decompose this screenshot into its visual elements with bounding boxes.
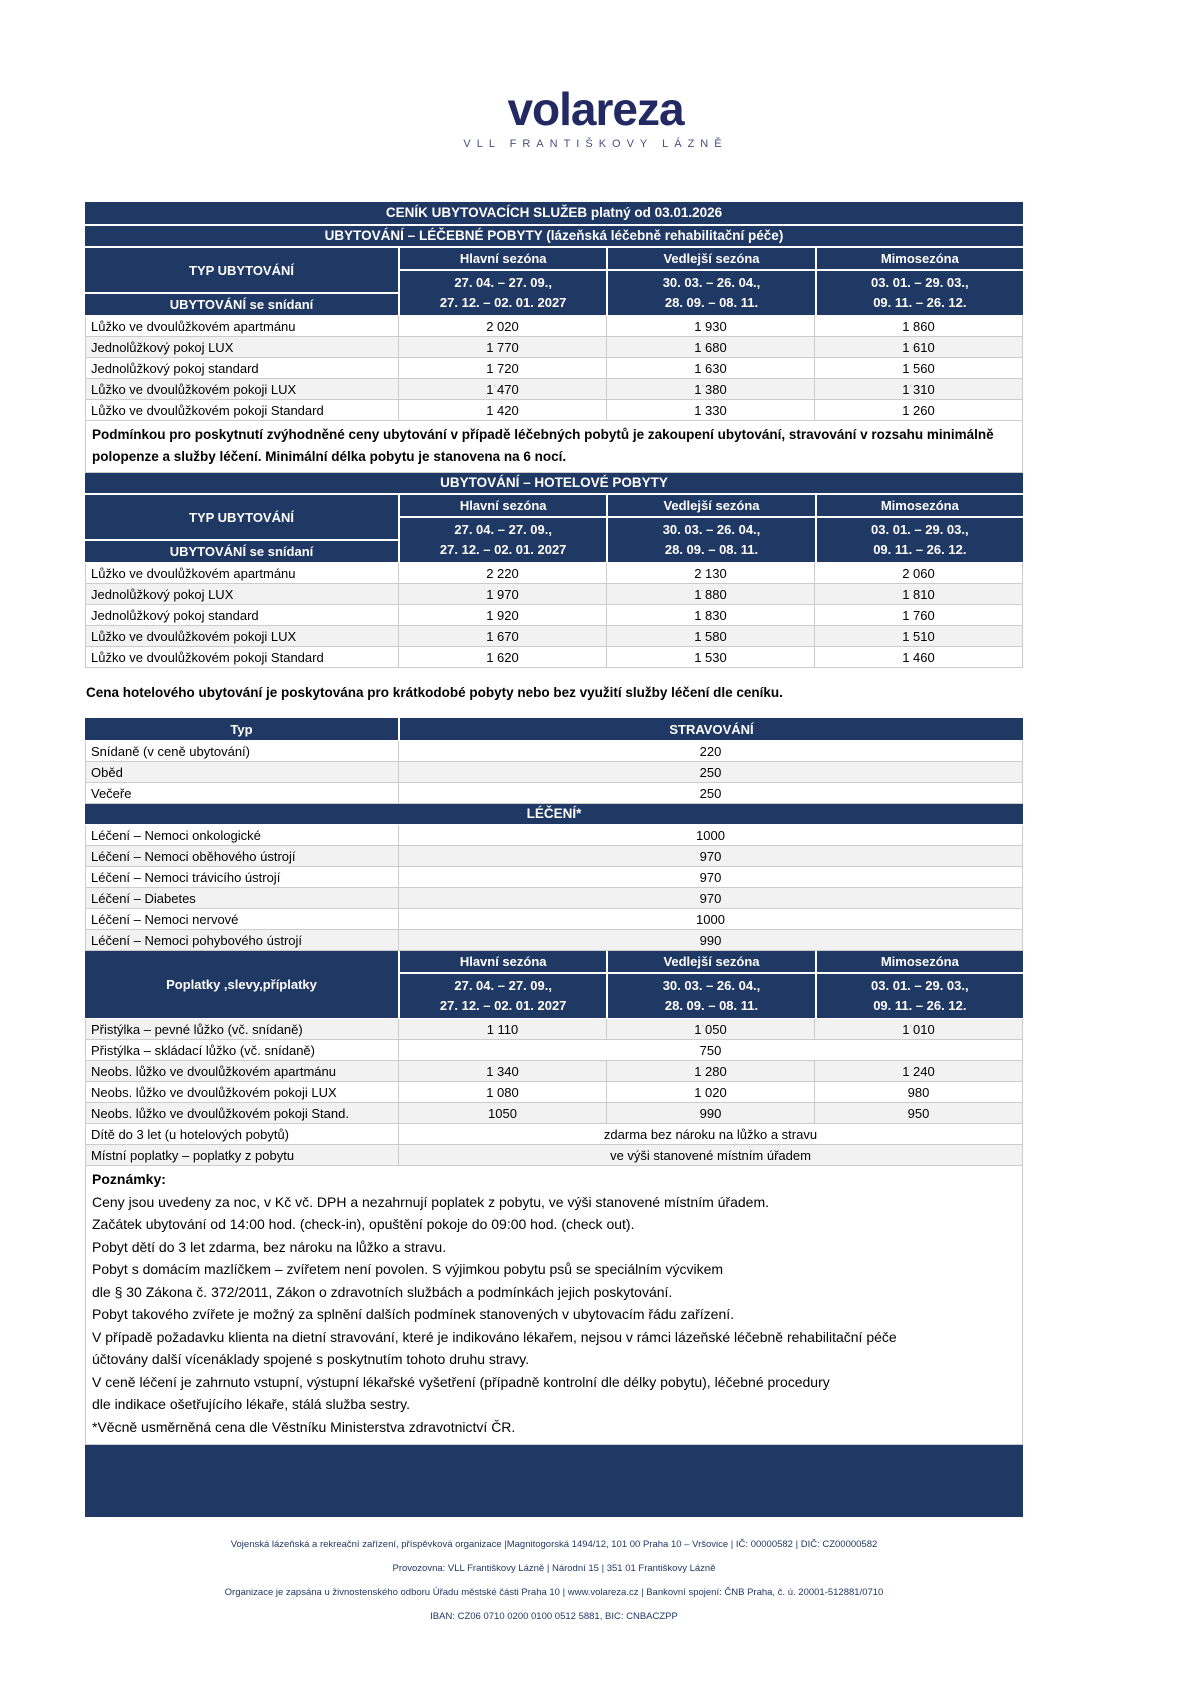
price-cell: 1 620	[399, 647, 607, 668]
row-label: Léčení – Nemoci pohybového ústrojí	[86, 930, 399, 951]
row-label: Lůžko ve dvoulůžkovém pokoji LUX	[86, 379, 399, 400]
table-row	[86, 1019, 1023, 1040]
poplatky-season-header	[85, 951, 1023, 1018]
row-label: Lůžko ve dvoulůžkovém apartmánu	[86, 563, 399, 584]
price-cell: 1 340	[399, 1061, 607, 1082]
stravovani-table	[85, 741, 1023, 804]
price-cell: 950	[815, 1103, 1023, 1124]
table-row	[86, 1061, 1023, 1082]
document-content	[85, 202, 1023, 1629]
price-cell: 1 580	[607, 626, 815, 647]
price-cell: 250	[399, 762, 1023, 783]
footer-line: Provozovna: VLL Františkovy Lázně | Národní 15 | 351 01 Františkovy Lázně	[392, 1563, 716, 1574]
leceni-table	[85, 825, 1023, 951]
price-cell: 1 760	[815, 605, 1023, 626]
season-date-line: 03. 01. – 29. 03.,	[871, 522, 969, 537]
season-date-line: 28. 09. – 08. 11.	[664, 998, 759, 1013]
row-label: Léčení – Nemoci nervové	[86, 909, 399, 930]
season-date-line: 30. 03. – 26. 04.,	[662, 978, 761, 993]
poznamky-line: V ceně léčení je zahrnuto vstupní, výstupní lékařské vyšetření (případně kontrolní dle délky pobytu), léčebné procedury	[92, 1373, 830, 1390]
row-label: Neobs. lůžko ve dvoulůžkovém pokoji LUX	[86, 1082, 399, 1103]
stravovani-header	[85, 718, 1023, 740]
season-dates	[400, 974, 606, 1018]
poznamky-line: *Věcně usměrněná cena dle Věstníku Ministerstva zdravotnictví ČR.	[92, 1418, 516, 1435]
footer	[85, 1533, 1023, 1629]
price-cell: 1 770	[399, 337, 607, 358]
row-label: Snídaně (v ceně ubytování)	[86, 741, 399, 762]
price-cell: 1 050	[607, 1019, 815, 1040]
section-hotelove-title-bar: UBYTOVÁNÍ – HOTELOVÉ POBYTY	[85, 473, 1023, 493]
season-date-line: 27. 04. – 27. 09.,	[454, 522, 552, 537]
price-cell: 1 610	[815, 337, 1023, 358]
bottom-navy-bar	[85, 1445, 1023, 1517]
season-dates	[608, 518, 814, 562]
price-cell: 990	[399, 930, 1023, 951]
season-header-left	[85, 495, 398, 562]
price-cell: 1 530	[607, 647, 815, 668]
season-date-line: 28. 09. – 08. 11.	[664, 542, 759, 557]
row-label: Léčení – Nemoci oběhového ústrojí	[86, 846, 399, 867]
season-date-line: 03. 01. – 29. 03.,	[871, 978, 969, 993]
table-row	[86, 762, 1023, 783]
column-header-typ: Poplatky ,slevy,příplatky	[85, 951, 398, 1018]
price-cell: 1 010	[815, 1019, 1023, 1040]
row-label: Lůžko ve dvoulůžkovém pokoji Standard	[86, 647, 399, 668]
price-cell: 1 260	[815, 400, 1023, 421]
price-cell: 1 970	[399, 584, 607, 605]
season-date-line: 09. 11. – 26. 12.	[873, 998, 967, 1013]
column-header-sub: UBYTOVÁNÍ se snídaní	[85, 541, 398, 562]
price-cell: 1 380	[607, 379, 815, 400]
season-name: Mimosezóna	[817, 495, 1023, 516]
table-row	[86, 867, 1023, 888]
price-cell: 1 630	[607, 358, 815, 379]
note-line: Podmínkou pro poskytnutí zvýhodněné ceny ubytování v případě léčebných pobytů je zakoupení ubytování, stravování v rozsahu minimálně	[92, 427, 994, 442]
price-cell: 2 020	[399, 316, 607, 337]
table-row	[86, 379, 1023, 400]
season-name: Vedlejší sezóna	[608, 951, 814, 972]
season-dates	[400, 271, 606, 315]
row-label: Léčení – Diabetes	[86, 888, 399, 909]
section-leceni-title-bar: LÉČENÍ*	[85, 804, 1023, 824]
poznamky-lines	[92, 1191, 1016, 1439]
poznamky-block	[85, 1166, 1023, 1445]
row-label: Lůžko ve dvoulůžkovém apartmánu	[86, 316, 399, 337]
season-header-left	[85, 951, 398, 1018]
season-header-left	[85, 248, 398, 315]
season-date-line: 30. 03. – 26. 04.,	[662, 275, 761, 290]
season-name: Hlavní sezóna	[400, 248, 606, 269]
brand-logo-subtitle: VLL FRANTIŠKOVY LÁZNĚ	[463, 138, 728, 150]
hotelove-price-table	[85, 563, 1023, 668]
row-label: Přistýlka – pevné lůžko (vč. snídaně)	[86, 1019, 399, 1040]
price-cell: 1 470	[399, 379, 607, 400]
table-row	[86, 626, 1023, 647]
document-title-bar: CENÍK UBYTOVACÍCH SLUŽEB platný od 03.01.2026	[85, 202, 1023, 224]
season-date-line: 27. 04. – 27. 09.,	[454, 978, 552, 993]
row-label: Léčení – Nemoci onkologické	[86, 825, 399, 846]
row-label: Neobs. lůžko ve dvoulůžkovém apartmánu	[86, 1061, 399, 1082]
poznamky-line: účtovány další vícenáklady spojené s poskytnutím tohoto druhu stravy.	[92, 1351, 530, 1367]
row-label: Léčení – Nemoci trávicího ústrojí	[86, 867, 399, 888]
poznamky-line: Pobyt dětí do 3 let zdarma, bez nároku na lůžko a stravu.	[92, 1238, 447, 1255]
table-row	[86, 563, 1023, 584]
section-lecebne-title-bar: UBYTOVÁNÍ – LÉČEBNÉ POBYTY (lázeňská léčebně rehabilitační péče)	[85, 226, 1023, 246]
table-row	[86, 1103, 1023, 1124]
price-cell: 1050	[399, 1103, 607, 1124]
price-cell-merged: zdarma bez nároku na lůžko a stravu	[399, 1124, 1023, 1145]
row-label: Jednolůžkový pokoj LUX	[86, 337, 399, 358]
table-row	[86, 316, 1023, 337]
season-column-header-0	[400, 495, 606, 562]
season-dates	[400, 518, 606, 562]
season-column-header-0	[400, 248, 606, 315]
price-cell: 1 830	[607, 605, 815, 626]
table-row	[86, 930, 1023, 951]
season-date-line: 27. 04. – 27. 09.,	[454, 275, 552, 290]
footer-line: Organizace je zapsána u živnostenského odboru Úřadu městské části Praha 10 | www.volareza.cz | Bankovní spojení: ČNB Praha, č. ú. 20001-512881/0710	[224, 1587, 884, 1598]
table-row	[86, 584, 1023, 605]
season-date-line: 27. 12. – 02. 01. 2027	[439, 998, 567, 1013]
season-column-header-2	[817, 951, 1023, 1018]
table-row	[86, 1082, 1023, 1103]
season-name: Vedlejší sezóna	[608, 248, 814, 269]
poznamky-line: Začátek ubytování od 14:00 hod. (check-in), opuštění pokoje do 09:00 hod. (check out).	[92, 1216, 635, 1232]
poznamky-line: dle indikace ošetřujícího lékaře, stálá služba sestry.	[92, 1396, 411, 1412]
season-name: Mimosezóna	[817, 951, 1023, 972]
row-label: Jednolůžkový pokoj standard	[86, 358, 399, 379]
price-cell: 2 060	[815, 563, 1023, 584]
price-cell: 1 510	[815, 626, 1023, 647]
table-row	[86, 825, 1023, 846]
price-cell: 1000	[399, 825, 1023, 846]
row-label: Přistýlka – skládací lůžko (vč. snídaně)	[86, 1040, 399, 1061]
row-label: Lůžko ve dvoulůžkovém pokoji Standard	[86, 400, 399, 421]
season-column-header-1	[608, 951, 814, 1018]
price-cell: 1 080	[399, 1082, 607, 1103]
season-column-header-1	[608, 495, 814, 562]
poznamky-line: dle § 30 Zákona č. 372/2011, Zákon o zdravotních službách a podmínkách jejich poskytování.	[92, 1283, 673, 1300]
table-row	[86, 647, 1023, 668]
hotelove-season-header	[85, 495, 1023, 562]
table-row	[86, 888, 1023, 909]
price-cell: 2 130	[607, 563, 815, 584]
row-label: Jednolůžkový pokoj standard	[86, 605, 399, 626]
hotelove-note: Cena hotelového ubytování je poskytována pro krátkodobé pobyty nebo bez využití služby léčení dle ceníku.	[86, 685, 783, 700]
price-cell: 220	[399, 741, 1023, 762]
stravovani-header-title: STRAVOVÁNÍ	[400, 718, 1023, 740]
season-date-line: 27. 12. – 02. 01. 2027	[439, 542, 567, 557]
poznamky-line: V případě požadavku klienta na dietní stravování, které je indikováno lékařem, nejsou v rámci lázeňské léčebně rehabilitační péče	[92, 1328, 897, 1345]
season-column-header-2	[817, 248, 1023, 315]
table-row	[86, 358, 1023, 379]
season-date-line: 09. 11. – 26. 12.	[873, 542, 967, 557]
price-cell: 1 240	[815, 1061, 1023, 1082]
row-label: Neobs. lůžko ve dvoulůžkovém pokoji Stand.	[86, 1103, 399, 1124]
column-header-typ: TYP UBYTOVÁNÍ	[85, 248, 398, 292]
table-row	[86, 400, 1023, 421]
row-label: Jednolůžkový pokoj LUX	[86, 584, 399, 605]
season-dates	[608, 974, 814, 1018]
season-dates	[817, 518, 1023, 562]
price-cell: 1 420	[399, 400, 607, 421]
poznamky-line: Ceny jsou uvedeny za noc, v Kč vč. DPH a nezahrnují poplatek z pobytu, ve výši stanovené místním úřadem.	[92, 1193, 770, 1210]
brand-logo-text: volareza	[507, 83, 684, 135]
price-cell: 980	[815, 1082, 1023, 1103]
price-cell: 970	[399, 867, 1023, 888]
price-cell: 1000	[399, 909, 1023, 930]
price-cell: 1 280	[607, 1061, 815, 1082]
table-row	[86, 846, 1023, 867]
season-name: Hlavní sezóna	[400, 951, 606, 972]
season-name: Hlavní sezóna	[400, 495, 606, 516]
poznamky-title: Poznámky:	[92, 1171, 166, 1187]
table-row	[86, 1124, 1023, 1145]
table-row	[86, 605, 1023, 626]
price-cell: 970	[399, 888, 1023, 909]
price-cell: 1 930	[607, 316, 815, 337]
poznamky-line: Pobyt s domácím mazlíčkem – zvířetem není povolen. S výjimkou pobytu psů se speciálním výcvikem	[92, 1261, 724, 1277]
row-label: Lůžko ve dvoulůžkovém pokoji LUX	[86, 626, 399, 647]
price-cell: 1 860	[815, 316, 1023, 337]
table-row	[86, 783, 1023, 804]
table-row	[86, 909, 1023, 930]
stravovani-header-typ: Typ	[85, 718, 398, 740]
table-row	[86, 1145, 1023, 1166]
lecebne-season-header	[85, 248, 1023, 315]
poznamky-line: Pobyt takového zvířete je možný za splnění dalších podmínek stanovených v ubytovacím řádu zařízení.	[92, 1306, 735, 1322]
price-cell-merged: ve výši stanovené místním úřadem	[399, 1145, 1023, 1166]
lecebne-note	[85, 421, 1023, 473]
season-dates	[817, 271, 1023, 315]
note-line: polopenze a služby léčení. Minimální délka pobytu je stanovena na 6 nocí.	[92, 449, 567, 464]
price-cell: 1 670	[399, 626, 607, 647]
season-name: Vedlejší sezóna	[608, 495, 814, 516]
season-date-line: 30. 03. – 26. 04.,	[662, 522, 761, 537]
price-cell: 250	[399, 783, 1023, 804]
season-column-header-2	[817, 495, 1023, 562]
footer-line: Vojenská lázeňská a rekreační zařízení, příspěvková organizace |Magnitogorská 1494/12, 101 00 Praha 10 – Vršovice | IČ: 00000582 | DIČ: CZ00000582	[230, 1539, 878, 1550]
column-header-typ: TYP UBYTOVÁNÍ	[85, 495, 398, 539]
table-row	[86, 741, 1023, 762]
season-dates	[817, 974, 1023, 1018]
price-cell: 1 720	[399, 358, 607, 379]
footer-line: IBAN: CZ06 0710 0200 0100 0512 5881, BIC: CNBACZPP	[430, 1611, 678, 1622]
row-label: Dítě do 3 let (u hotelových pobytů)	[86, 1124, 399, 1145]
price-cell: 1 560	[815, 358, 1023, 379]
season-date-line: 03. 01. – 29. 03.,	[871, 275, 969, 290]
price-cell: 990	[607, 1103, 815, 1124]
price-cell: 1 680	[607, 337, 815, 358]
season-dates	[608, 271, 814, 315]
season-date-line: 28. 09. – 08. 11.	[664, 295, 759, 310]
season-date-line: 09. 11. – 26. 12.	[873, 295, 967, 310]
column-header-sub: UBYTOVÁNÍ se snídaní	[85, 294, 398, 315]
season-name: Mimosezóna	[817, 248, 1023, 269]
lecebne-price-table	[85, 316, 1023, 421]
price-cell: 2 220	[399, 563, 607, 584]
season-date-line: 27. 12. – 02. 01. 2027	[439, 295, 567, 310]
price-cell: 1 920	[399, 605, 607, 626]
price-cell: 1 460	[815, 647, 1023, 668]
row-label: Místní poplatky – poplatky z pobytu	[86, 1145, 399, 1166]
price-cell: 1 110	[399, 1019, 607, 1040]
brand-logo	[0, 0, 1191, 150]
price-cell: 1 810	[815, 584, 1023, 605]
price-cell-merged: 750	[399, 1040, 1023, 1061]
row-label: Večeře	[86, 783, 399, 804]
season-column-header-1	[608, 248, 814, 315]
table-row	[86, 1040, 1023, 1061]
row-label: Oběd	[86, 762, 399, 783]
season-column-header-0	[400, 951, 606, 1018]
price-cell: 1 020	[607, 1082, 815, 1103]
price-cell: 1 880	[607, 584, 815, 605]
price-cell: 1 330	[607, 400, 815, 421]
poplatky-table	[85, 1019, 1023, 1166]
price-cell: 970	[399, 846, 1023, 867]
table-row	[86, 337, 1023, 358]
price-cell: 1 310	[815, 379, 1023, 400]
